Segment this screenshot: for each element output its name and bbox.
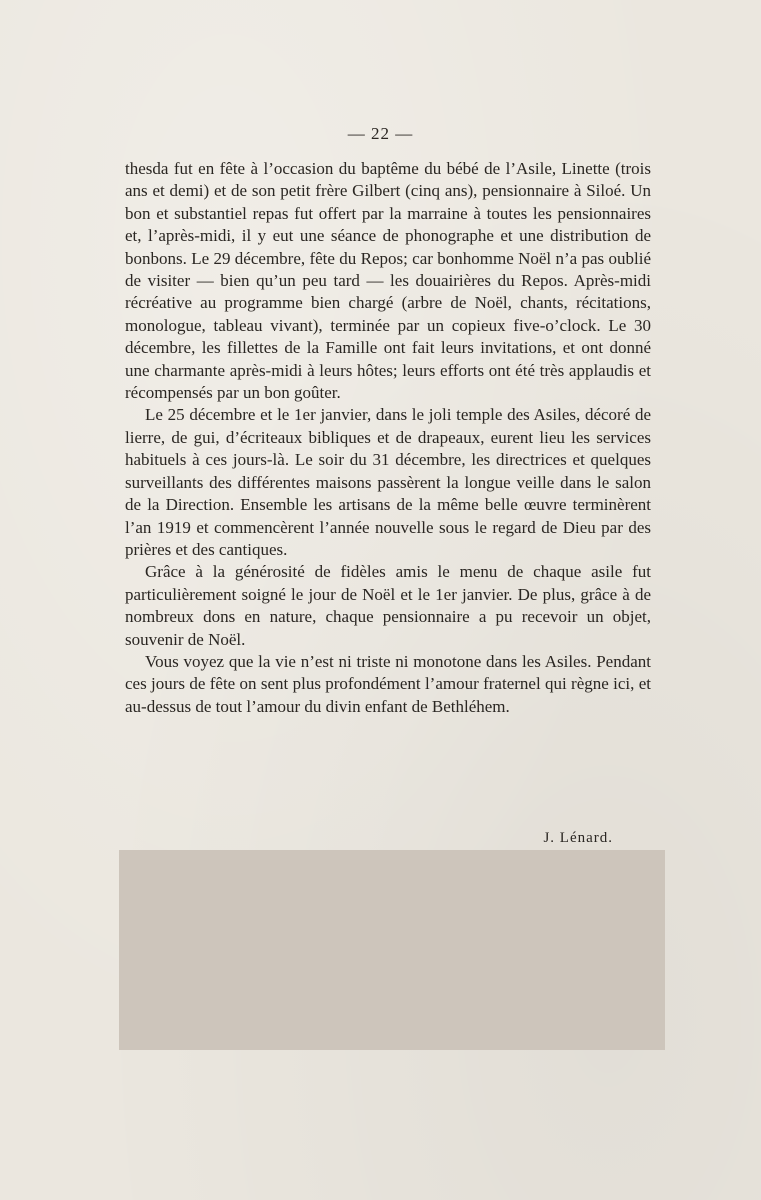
paragraph-4: Vous voyez que la vie n’est ni triste ni monotone dans les Asiles. Pendant ces jours de fête on sent plus profondément l’amour fraternel qui règne ici, et au-dessus de tout l’amour du divin enfant de Bethléhem. bbox=[125, 651, 651, 716]
paragraph-2: Le 25 décembre et le 1er janvier, dans le joli temple des Asiles, décoré de lierre, de gui, d’écriteaux bibliques et de drapeaux, eurent lieu les services habituels à ces jours-là. Le soir du 31 décembre, les directrices et quelques surveillants des différentes maisons passèrent la longue veille dans le salon de la Direction. Ensemble les artisans de la même belle œuvre terminèrent l’an 1919 et commencèrent l’année nouvelle sous le regard de Dieu par des prières et des cantiques. bbox=[125, 405, 651, 559]
page-number: — 22 — bbox=[347, 124, 414, 143]
paragraph-1: thesda fut en fête à l’occasion du baptême du bébé de l’Asile, Linette (trois ans et demi) et de son petit frère Gilbert (cinq ans), pensionnaire à Siloé. Un bon et substantiel repas fut offert par la marraine à toutes les pensionnaires et, l’après-midi, il y eut une séance de phonographe et une distribution de bonbons. Le 29 décembre, fête du Repos; car bonhomme Noël n’a pas oublié de visiter — bien qu’un peu tard — les douairières du Repos. Après-midi récréative au programme bien chargé (arbre de Noël, chants, récitations, monologue, tableau vivant), terminée par un copieux five-o’clock. Le 30 décembre, les fillettes de la Famille ont fait leurs invitations, et ont donné une charmante après-midi à leurs hôtes; leurs efforts ont été très applaudis et récompensés par un bon goûter. bbox=[125, 159, 651, 403]
signature: J. Lénard. bbox=[543, 830, 613, 846]
body-text bbox=[125, 158, 651, 718]
paragraph-3: Grâce à la générosité de fidèles amis le menu de chaque asile fut particulièrement soigné le jour de Noël et le 1er janvier. De plus, grâce à de nombreux dons en nature, chaque pensionnaire a pu recevoir un objet, souvenir de Noël. bbox=[125, 562, 651, 649]
redacted-block bbox=[119, 850, 665, 1050]
